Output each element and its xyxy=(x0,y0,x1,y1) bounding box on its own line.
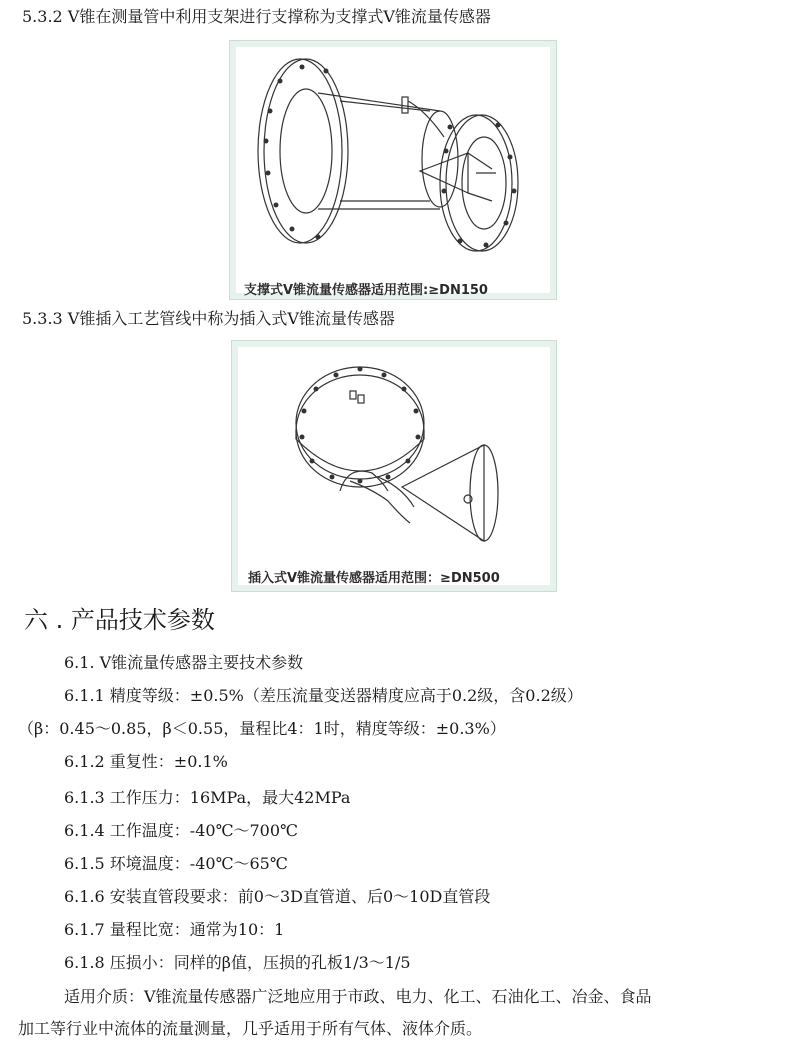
insertion-type-sensor-illustration xyxy=(232,341,556,591)
param-6-1-3: 6.1.3 工作压力：16MPa，最大42MPa xyxy=(64,788,351,807)
section-5-3-3-title: 5.3.3 V锥插入工艺管线中称为插入式V锥流量传感器 xyxy=(22,309,395,328)
param-6-1-6: 6.1.6 安装直管段要求：前0～3D直管道、后0～10D直管段 xyxy=(64,887,491,906)
param-6-1-8: 6.1.8 压损小：同样的β值，压损的孔板1/3～1/5 xyxy=(64,953,411,972)
param-6-1-4: 6.1.4 工作温度：-40℃～700℃ xyxy=(64,821,298,840)
support-type-sensor-illustration xyxy=(230,41,556,299)
param-6-1-7: 6.1.7 量程比宽：通常为10：1 xyxy=(64,920,285,939)
support-type-figure xyxy=(229,40,557,300)
param-6-1-2: 6.1.2 重复性：±0.1% xyxy=(64,752,228,771)
applicable-media-line-1: 适用介质：V锥流量传感器广泛地应用于市政、电力、化工、石油化工、冶金、食品 xyxy=(64,987,652,1006)
insertion-type-figure xyxy=(231,340,557,592)
insertion-type-caption: 插入式V锥流量传感器适用范围：≥DN500 xyxy=(248,571,500,586)
section-5-3-2-title: 5.3.2 V锥在测量管中利用支架进行支撑称为支撑式V锥流量传感器 xyxy=(22,7,491,26)
param-6-1-1-continuation: （β：0.45～0.85，β＜0.55，量程比4：1时，精度等级：±0.3%） xyxy=(18,719,506,738)
param-6-1-5: 6.1.5 环境温度：-40℃～65℃ xyxy=(64,854,288,873)
section-6-1-title: 6.1. V锥流量传感器主要技术参数 xyxy=(64,653,304,672)
param-6-1-1: 6.1.1 精度等级：±0.5%（差压流量变送器精度应高于0.2级，含0.2级） xyxy=(64,686,583,705)
chapter-6-heading: 六 . 产品技术参数 xyxy=(24,606,215,634)
applicable-media-line-2: 加工等行业中流体的流量测量，几乎适用于所有气体、液体介质。 xyxy=(18,1019,483,1038)
support-type-caption: 支撑式V锥流量传感器适用范围:≥DN150 xyxy=(244,283,488,298)
